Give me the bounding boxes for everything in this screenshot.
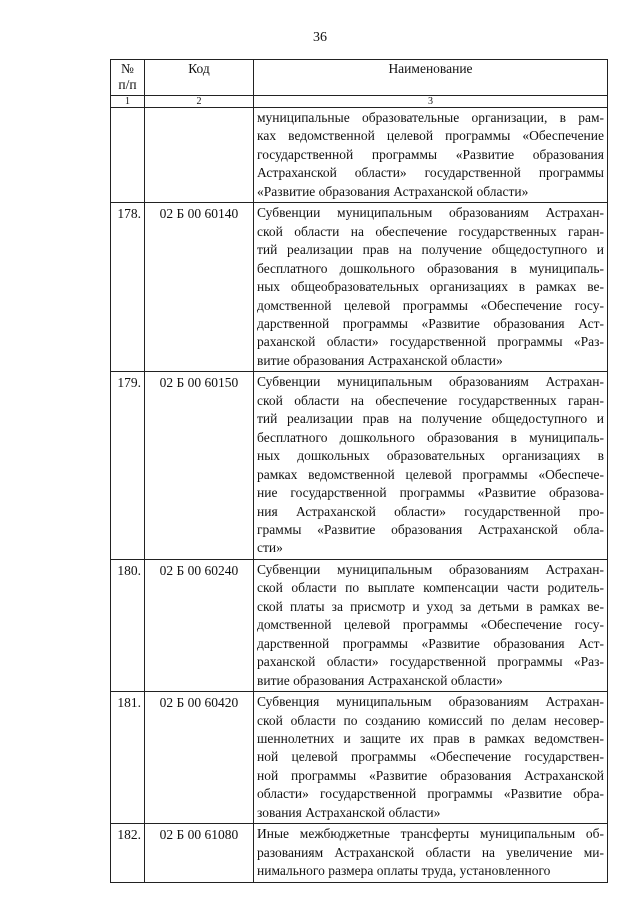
- row-name: [254, 203, 608, 372]
- header-num: № п/п: [111, 60, 145, 96]
- column-index-row: [111, 96, 608, 108]
- name-line: дарственной программы «Развитие образования Аст-: [257, 635, 604, 651]
- row-name: [254, 108, 608, 203]
- column-index-3: 3: [254, 96, 608, 108]
- name-line: Астраханской области» государственной программы: [257, 165, 604, 181]
- name-line: ных общеобразовательных организациях в рамках ве-: [257, 279, 604, 295]
- row-number: [111, 108, 145, 203]
- name-line: дарственной программы «Развитие образования Аст-: [257, 315, 604, 331]
- name-line: раханской области» государственной программы «Раз-: [257, 654, 604, 670]
- name-line: государственной программы «Развитие образования: [257, 146, 604, 162]
- name-line: раханской области» государственной программы «Раз-: [257, 334, 604, 350]
- row-code: 02 Б 00 60140: [145, 203, 254, 372]
- row-name: [254, 824, 608, 882]
- name-line: «Развитие образования Астраханской области»: [257, 183, 529, 199]
- row-name: [254, 692, 608, 824]
- name-line: ных дошкольных образовательных организациях в: [257, 448, 604, 464]
- name-line: ской области на обеспечение государственных гаран-: [257, 392, 604, 408]
- row-name: [254, 559, 608, 691]
- row-number: 179.: [111, 372, 145, 560]
- table-row: [111, 692, 608, 824]
- column-index-2: 2: [145, 96, 254, 108]
- name-line: ской платы за присмотр и уход за детьми в рамках ве-: [257, 598, 604, 614]
- budget-classification-table: [110, 59, 608, 883]
- table-row: [111, 824, 608, 882]
- name-line: бесплатного дошкольного образования в муниципаль-: [257, 260, 604, 276]
- name-line: витие образования Астраханской области»: [257, 672, 503, 688]
- row-number: 181.: [111, 692, 145, 824]
- name-line: ках ведомственной целевой программы «Обеспечение: [257, 128, 604, 144]
- name-line: ской области на обеспечение государственных гаран-: [257, 223, 604, 239]
- row-number: 182.: [111, 824, 145, 882]
- header-name: Наименование: [254, 60, 608, 96]
- name-line: Субвенции муниципальным образованиям Астрахан-: [257, 205, 604, 221]
- name-line: Иные межбюджетные трансферты муниципальным об-: [257, 826, 604, 842]
- row-name: [254, 372, 608, 560]
- table-row: [111, 372, 608, 560]
- table-row: [111, 203, 608, 372]
- name-line: сти»: [257, 540, 283, 556]
- table-row: [111, 559, 608, 691]
- row-code: 02 Б 00 60240: [145, 559, 254, 691]
- name-line: ской области по созданию комиссий по делам несовер-: [257, 712, 604, 728]
- name-line: домственной целевой программы «Обеспечение госу-: [257, 297, 604, 313]
- name-line: нимального размера оплаты труда, установленного: [257, 863, 551, 879]
- name-line: витие образования Астраханской области»: [257, 352, 503, 368]
- name-line: ной программы «Развитие образования Астраханской: [257, 767, 604, 783]
- row-code: 02 Б 00 60150: [145, 372, 254, 560]
- name-line: ской области по выплате компенсации части родитель-: [257, 580, 604, 596]
- name-line: Субвенции муниципальным образованиям Астрахан-: [257, 374, 604, 390]
- name-line: граммы «Развитие образования Астраханской обла-: [257, 521, 604, 537]
- table-header-row: [111, 60, 608, 96]
- name-line: шеннолетних и защите их прав в рамках ведомствен-: [257, 730, 604, 746]
- row-code: 02 Б 00 61080: [145, 824, 254, 882]
- name-line: тий реализации прав на получение общедоступного и: [257, 242, 604, 258]
- row-number: 180.: [111, 559, 145, 691]
- name-line: тий реализации прав на получение общедоступного и: [257, 411, 604, 427]
- name-line: Субвенция муниципальным образованиям Астрахан-: [257, 694, 604, 710]
- name-line: ния Астраханской области» государственной про-: [257, 503, 604, 519]
- name-line: ной целевой программы «Обеспечение государствен-: [257, 749, 604, 765]
- name-line: разованиям Астраханской области на увеличение ми-: [257, 844, 604, 860]
- name-line: домственной целевой программы «Обеспечение госу-: [257, 617, 604, 633]
- page-number: 36: [313, 30, 327, 45]
- row-number: 178.: [111, 203, 145, 372]
- name-line: бесплатного дошкольного образования в муниципаль-: [257, 429, 604, 445]
- row-code: [145, 108, 254, 203]
- name-line: области» государственной программы «Развитие обра-: [257, 786, 604, 802]
- name-line: Субвенции муниципальным образованиям Астрахан-: [257, 561, 604, 577]
- header-code: Код: [145, 60, 254, 96]
- row-code: 02 Б 00 60420: [145, 692, 254, 824]
- name-line: муниципальные образовательные организации, в рам-: [257, 110, 604, 125]
- column-index-1: 1: [111, 96, 145, 108]
- table-row: [111, 108, 608, 203]
- name-line: ние государственной программы «Развитие образова-: [257, 485, 604, 501]
- name-line: зования Астраханской области»: [257, 804, 441, 820]
- name-line: рамках ведомственной целевой программы «Обеспече-: [257, 466, 604, 482]
